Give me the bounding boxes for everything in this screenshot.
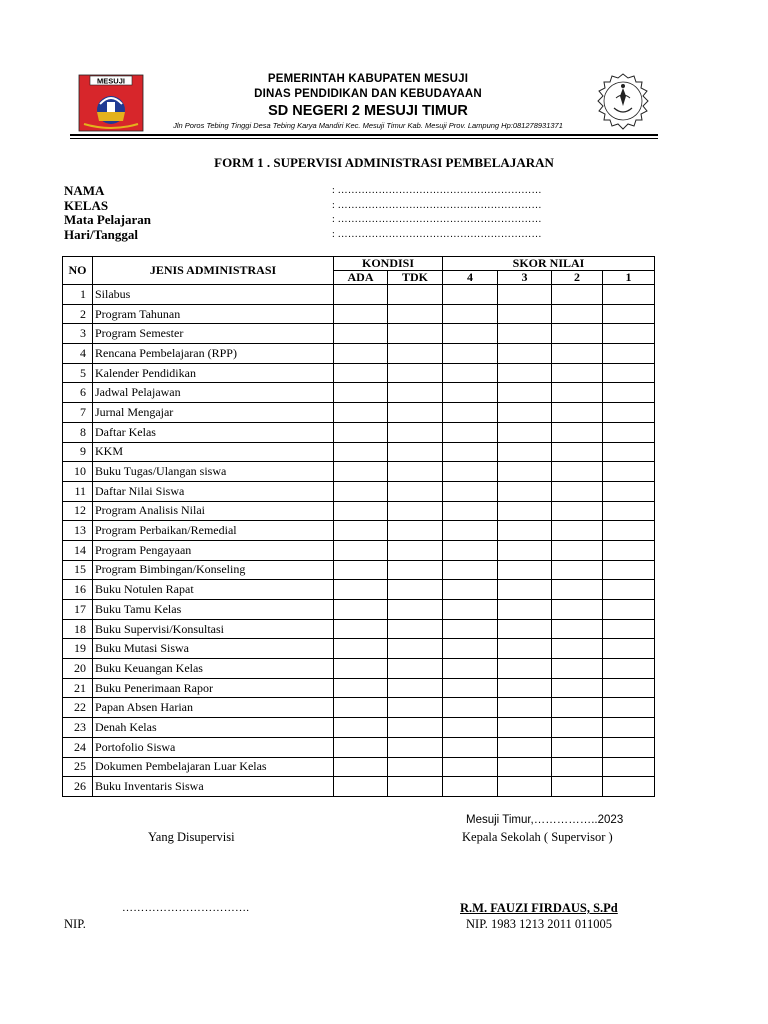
cell-score-1 <box>603 560 655 580</box>
cell-tdk <box>388 678 443 698</box>
row-number: 18 <box>63 619 93 639</box>
cell-score-1 <box>603 619 655 639</box>
cell-score-4 <box>443 363 498 383</box>
letterhead <box>70 70 658 136</box>
table-row <box>63 344 655 364</box>
administration-item: Program Semester <box>93 324 334 344</box>
cell-score-2 <box>552 285 603 305</box>
cell-ada <box>334 600 388 620</box>
header-jenis-administrasi: JENIS ADMINISTRASI <box>93 257 334 285</box>
cell-score-4 <box>443 619 498 639</box>
cell-score-1 <box>603 678 655 698</box>
cell-score-3 <box>498 619 552 639</box>
supervisor-nip: NIP. 1983 1213 2011 011005 <box>466 917 612 931</box>
table-row <box>63 737 655 757</box>
supervisor-name: R.M. FAUZI FIRDAUS, S.Pd <box>460 901 618 915</box>
cell-score-3 <box>498 659 552 679</box>
cell-score-1 <box>603 501 655 521</box>
cell-tdk <box>388 580 443 600</box>
cell-score-1 <box>603 481 655 501</box>
table-row <box>63 324 655 344</box>
cell-ada <box>334 344 388 364</box>
cell-score-3 <box>498 698 552 718</box>
cell-score-3 <box>498 344 552 364</box>
cell-tdk <box>388 737 443 757</box>
administration-item: Rencana Pembelajaran (RPP) <box>93 344 334 364</box>
field-nama <box>64 184 624 199</box>
school-name: SD NEGERI 2 MESUJI TIMUR <box>268 103 468 119</box>
cell-score-3 <box>498 540 552 560</box>
cell-ada <box>334 737 388 757</box>
table-row <box>63 560 655 580</box>
row-number: 16 <box>63 580 93 600</box>
table-row <box>63 304 655 324</box>
cell-tdk <box>388 304 443 324</box>
form-title: FORM 1 . SUPERVISI ADMINISTRASI PEMBELAJARAN <box>214 155 554 170</box>
field-label: KELAS <box>64 197 109 213</box>
cell-ada <box>334 580 388 600</box>
cell-score-3 <box>498 324 552 344</box>
administration-item: Buku Tamu Kelas <box>93 600 334 620</box>
cell-score-3 <box>498 580 552 600</box>
cell-score-2 <box>552 344 603 364</box>
cell-ada <box>334 462 388 482</box>
cell-ada <box>334 304 388 324</box>
cell-score-1 <box>603 285 655 305</box>
cell-score-2 <box>552 481 603 501</box>
school-address: Jln Poros Tebing Tinggi Desa Tebing Karya Mandiri Kec. Mesuji Timur Kab. Mesuji Prov. Lampung Hp:081278931371 <box>173 121 563 130</box>
table-row <box>63 718 655 738</box>
cell-score-4 <box>443 718 498 738</box>
cell-ada <box>334 383 388 403</box>
cell-ada <box>334 757 388 777</box>
administration-item: Buku Inventaris Siswa <box>93 777 334 797</box>
table-row <box>63 442 655 462</box>
row-number: 12 <box>63 501 93 521</box>
cell-tdk <box>388 639 443 659</box>
cell-ada <box>334 481 388 501</box>
cell-score-1 <box>603 403 655 423</box>
tut-wuri-handayani-logo <box>590 72 656 132</box>
cell-score-2 <box>552 521 603 541</box>
header-score-3: 3 <box>498 271 552 285</box>
cell-score-4 <box>443 757 498 777</box>
administration-item: Silabus <box>93 285 334 305</box>
field-blank: : …………………………………………………… <box>332 199 542 211</box>
cell-score-2 <box>552 678 603 698</box>
cell-score-2 <box>552 718 603 738</box>
cell-score-4 <box>443 462 498 482</box>
cell-score-3 <box>498 560 552 580</box>
cell-score-2 <box>552 462 603 482</box>
cell-tdk <box>388 403 443 423</box>
field-blank: : …………………………………………………… <box>332 185 542 196</box>
supervisee-nip: NIP. <box>64 917 86 931</box>
cell-score-1 <box>603 600 655 620</box>
administration-item: Buku Supervisi/Konsultasi <box>93 619 334 639</box>
administration-item: Program Analisis Nilai <box>93 501 334 521</box>
row-number: 24 <box>63 737 93 757</box>
cell-score-3 <box>498 363 552 383</box>
table-row <box>63 481 655 501</box>
table-row <box>63 422 655 442</box>
cell-score-4 <box>443 777 498 797</box>
cell-tdk <box>388 442 443 462</box>
cell-score-2 <box>552 363 603 383</box>
table-row <box>63 462 655 482</box>
cell-score-2 <box>552 600 603 620</box>
table-row <box>63 285 655 305</box>
row-number: 2 <box>63 304 93 324</box>
row-number: 1 <box>63 285 93 305</box>
cell-score-1 <box>603 639 655 659</box>
cell-score-3 <box>498 383 552 403</box>
cell-score-3 <box>498 501 552 521</box>
cell-score-4 <box>443 600 498 620</box>
cell-tdk <box>388 324 443 344</box>
cell-score-2 <box>552 737 603 757</box>
cell-ada <box>334 285 388 305</box>
cell-score-2 <box>552 777 603 797</box>
row-number: 25 <box>63 757 93 777</box>
table-row <box>63 757 655 777</box>
cell-score-4 <box>443 737 498 757</box>
header-no: NO <box>63 257 93 285</box>
row-number: 19 <box>63 639 93 659</box>
cell-tdk <box>388 501 443 521</box>
cell-score-3 <box>498 718 552 738</box>
cell-score-2 <box>552 540 603 560</box>
svg-text:MESUJI: MESUJI <box>97 76 125 86</box>
cell-score-4 <box>443 580 498 600</box>
cell-score-4 <box>443 659 498 679</box>
cell-ada <box>334 324 388 344</box>
row-number: 23 <box>63 718 93 738</box>
cell-tdk <box>388 344 443 364</box>
cell-ada <box>334 521 388 541</box>
cell-score-2 <box>552 442 603 462</box>
header-score-1: 1 <box>603 271 655 285</box>
cell-ada <box>334 540 388 560</box>
administration-item: Denah Kelas <box>93 718 334 738</box>
cell-ada <box>334 422 388 442</box>
administration-item: Buku Penerimaan Rapor <box>93 678 334 698</box>
cell-tdk <box>388 383 443 403</box>
header-ada: ADA <box>334 271 388 285</box>
cell-score-2 <box>552 659 603 679</box>
header-score-4: 4 <box>443 271 498 285</box>
cell-score-3 <box>498 639 552 659</box>
cell-score-3 <box>498 422 552 442</box>
cell-tdk <box>388 600 443 620</box>
row-number: 11 <box>63 481 93 501</box>
place-date: Mesuji Timur,……………..2023 <box>466 814 624 826</box>
table-row <box>63 659 655 679</box>
cell-tdk <box>388 619 443 639</box>
row-number: 14 <box>63 540 93 560</box>
field-kelas <box>64 199 624 214</box>
cell-ada <box>334 363 388 383</box>
cell-score-3 <box>498 403 552 423</box>
letterhead-text <box>150 72 586 132</box>
administration-item: Portofolio Siswa <box>93 737 334 757</box>
table-row <box>63 521 655 541</box>
cell-score-2 <box>552 501 603 521</box>
administration-item: Buku Tugas/Ulangan siswa <box>93 462 334 482</box>
cell-score-4 <box>443 540 498 560</box>
administration-item: Jurnal Mengajar <box>93 403 334 423</box>
cell-tdk <box>388 698 443 718</box>
cell-tdk <box>388 659 443 679</box>
cell-score-4 <box>443 442 498 462</box>
department-name: DINAS PENDIDIKAN DAN KEBUDAYAAN <box>254 88 482 100</box>
table-row <box>63 363 655 383</box>
administration-item: Dokumen Pembelajaran Luar Kelas <box>93 757 334 777</box>
administration-item: Program Pengayaan <box>93 540 334 560</box>
cell-score-1 <box>603 737 655 757</box>
supervisee-name-blank: ……………………………. <box>122 902 250 914</box>
row-number: 10 <box>63 462 93 482</box>
cell-score-1 <box>603 344 655 364</box>
cell-score-1 <box>603 718 655 738</box>
supervisee-title: Yang Disupervisi <box>148 830 235 844</box>
table-row <box>63 698 655 718</box>
cell-score-1 <box>603 540 655 560</box>
cell-score-3 <box>498 777 552 797</box>
cell-score-2 <box>552 560 603 580</box>
cell-score-1 <box>603 777 655 797</box>
header-kondisi: KONDISI <box>334 257 443 271</box>
row-number: 20 <box>63 659 93 679</box>
administration-item: KKM <box>93 442 334 462</box>
administration-item: Jadwal Pelajawan <box>93 383 334 403</box>
cell-tdk <box>388 560 443 580</box>
cell-score-2 <box>552 324 603 344</box>
cell-score-3 <box>498 678 552 698</box>
row-number: 4 <box>63 344 93 364</box>
cell-score-4 <box>443 285 498 305</box>
cell-tdk <box>388 422 443 442</box>
cell-ada <box>334 698 388 718</box>
cell-score-4 <box>443 481 498 501</box>
administration-item: Buku Keuangan Kelas <box>93 659 334 679</box>
table-row <box>63 580 655 600</box>
row-number: 6 <box>63 383 93 403</box>
cell-score-3 <box>498 481 552 501</box>
cell-score-2 <box>552 422 603 442</box>
field-label: NAMA <box>64 183 105 198</box>
cell-score-3 <box>498 304 552 324</box>
table-row <box>63 678 655 698</box>
header-tdk: TDK <box>388 271 443 285</box>
row-number: 9 <box>63 442 93 462</box>
field-label: Mata Pelajaran <box>64 212 152 227</box>
cell-ada <box>334 560 388 580</box>
cell-score-1 <box>603 580 655 600</box>
cell-score-3 <box>498 757 552 777</box>
field-blank: : …………………………………………………… <box>332 214 542 225</box>
cell-ada <box>334 501 388 521</box>
cell-score-4 <box>443 304 498 324</box>
cell-score-2 <box>552 698 603 718</box>
administration-table <box>62 256 655 797</box>
row-number: 15 <box>63 560 93 580</box>
cell-score-3 <box>498 442 552 462</box>
cell-score-3 <box>498 521 552 541</box>
cell-score-1 <box>603 422 655 442</box>
administration-item: Buku Mutasi Siswa <box>93 639 334 659</box>
cell-score-3 <box>498 600 552 620</box>
administration-item: Buku Notulen Rapat <box>93 580 334 600</box>
table-row <box>63 777 655 797</box>
row-number: 5 <box>63 363 93 383</box>
cell-score-2 <box>552 383 603 403</box>
cell-tdk <box>388 777 443 797</box>
cell-tdk <box>388 462 443 482</box>
cell-score-4 <box>443 383 498 403</box>
administration-item: Daftar Nilai Siswa <box>93 481 334 501</box>
table-row <box>63 501 655 521</box>
table-row <box>63 619 655 639</box>
administration-item: Program Tahunan <box>93 304 334 324</box>
row-number: 3 <box>63 324 93 344</box>
row-number: 7 <box>63 403 93 423</box>
header-score-2: 2 <box>552 271 603 285</box>
administration-item: Kalender Pendidikan <box>93 363 334 383</box>
cell-score-4 <box>443 521 498 541</box>
field-label: Hari/Tanggal <box>64 226 138 242</box>
field-hari-tanggal <box>64 228 624 243</box>
cell-score-4 <box>443 324 498 344</box>
table-row <box>63 600 655 620</box>
cell-score-4 <box>443 344 498 364</box>
cell-score-1 <box>603 462 655 482</box>
cell-tdk <box>388 363 443 383</box>
cell-score-3 <box>498 462 552 482</box>
cell-tdk <box>388 540 443 560</box>
cell-score-4 <box>443 403 498 423</box>
cell-ada <box>334 718 388 738</box>
row-number: 17 <box>63 600 93 620</box>
administration-item: Daftar Kelas <box>93 422 334 442</box>
cell-ada <box>334 639 388 659</box>
administration-item: Papan Absen Harian <box>93 698 334 718</box>
cell-score-2 <box>552 757 603 777</box>
field-blank: : …………………………………………………… <box>332 228 542 240</box>
cell-score-4 <box>443 501 498 521</box>
cell-score-4 <box>443 560 498 580</box>
cell-score-1 <box>603 383 655 403</box>
cell-score-1 <box>603 521 655 541</box>
table-row <box>63 540 655 560</box>
cell-score-2 <box>552 619 603 639</box>
cell-ada <box>334 403 388 423</box>
row-number: 26 <box>63 777 93 797</box>
government-name: PEMERINTAH KABUPATEN MESUJI <box>267 73 469 85</box>
mesuji-regency-logo <box>78 74 144 132</box>
row-number: 21 <box>63 678 93 698</box>
cell-tdk <box>388 285 443 305</box>
identity-fields <box>64 184 624 242</box>
cell-ada <box>334 442 388 462</box>
cell-score-2 <box>552 580 603 600</box>
cell-score-1 <box>603 442 655 462</box>
cell-ada <box>334 659 388 679</box>
cell-tdk <box>388 757 443 777</box>
cell-score-2 <box>552 403 603 423</box>
administration-rows <box>63 285 655 797</box>
cell-score-4 <box>443 639 498 659</box>
cell-ada <box>334 777 388 797</box>
row-number: 22 <box>63 698 93 718</box>
cell-score-1 <box>603 324 655 344</box>
cell-score-1 <box>603 363 655 383</box>
cell-score-3 <box>498 285 552 305</box>
cell-score-1 <box>603 659 655 679</box>
supervisor-title: Kepala Sekolah ( Supervisor ) <box>462 830 613 844</box>
cell-score-1 <box>603 757 655 777</box>
cell-tdk <box>388 481 443 501</box>
cell-score-2 <box>552 639 603 659</box>
field-mata-pelajaran <box>64 213 624 228</box>
cell-score-4 <box>443 422 498 442</box>
row-number: 8 <box>63 422 93 442</box>
cell-score-1 <box>603 698 655 718</box>
cell-score-2 <box>552 304 603 324</box>
cell-ada <box>334 678 388 698</box>
cell-score-4 <box>443 678 498 698</box>
cell-score-3 <box>498 737 552 757</box>
table-row <box>63 383 655 403</box>
administration-item: Program Perbaikan/Remedial <box>93 521 334 541</box>
cell-score-1 <box>603 304 655 324</box>
table-row <box>63 639 655 659</box>
cell-ada <box>334 619 388 639</box>
cell-score-4 <box>443 698 498 718</box>
cell-tdk <box>388 718 443 738</box>
table-row <box>63 403 655 423</box>
administration-item: Program Bimbingan/Konseling <box>93 560 334 580</box>
row-number: 13 <box>63 521 93 541</box>
header-skor-nilai: SKOR NILAI <box>443 257 655 271</box>
cell-tdk <box>388 521 443 541</box>
